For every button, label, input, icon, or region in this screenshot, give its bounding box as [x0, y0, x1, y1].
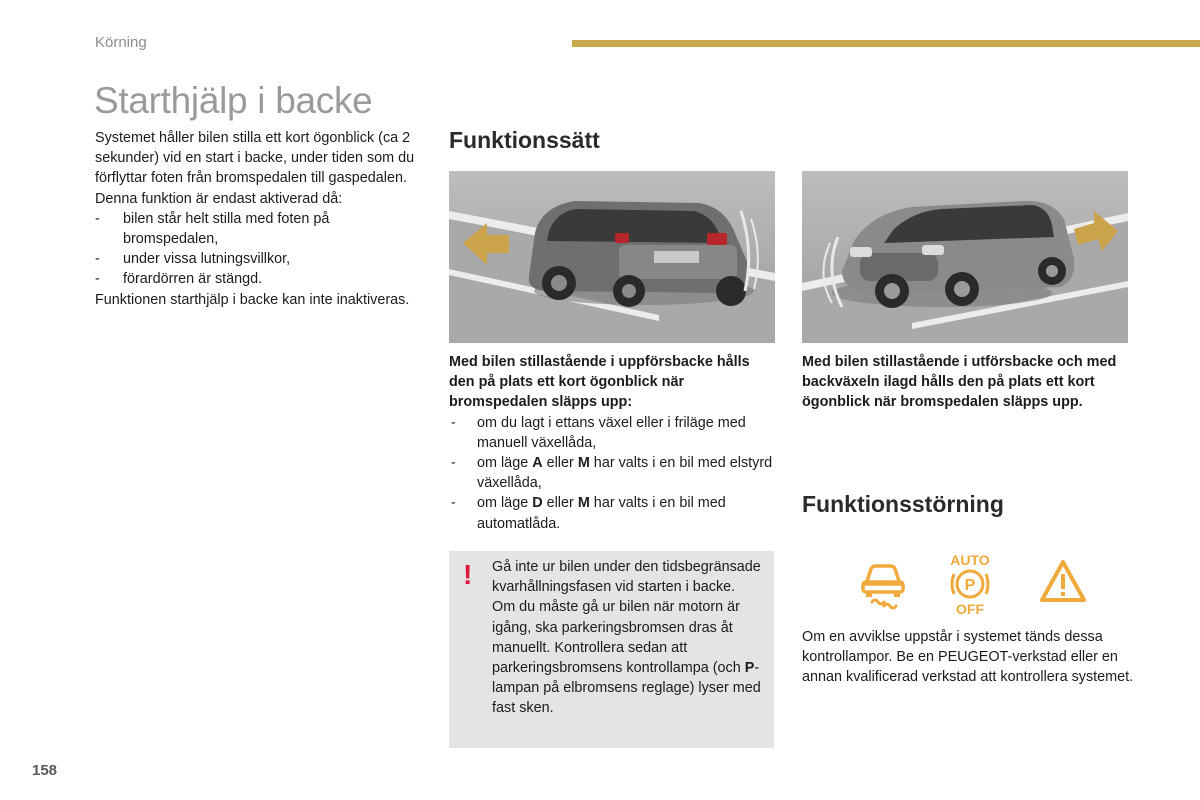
downhill-car-illustration: [802, 171, 1128, 343]
uphill-car-graphic: [449, 171, 775, 343]
gear-conditions-list: [449, 413, 779, 534]
p-label: P: [964, 577, 976, 594]
heading-funktionsstorning: Funktionsstörning: [802, 491, 1004, 517]
intro-paragraph-3: Funktionen starthjälp i backe kan inte inaktiveras.: [95, 291, 410, 308]
header-rule: [572, 40, 1200, 47]
item-text: eller: [542, 455, 578, 472]
auto-label: AUTO: [950, 552, 990, 568]
section-label: Körning: [95, 34, 147, 51]
list-item: [449, 493, 779, 533]
off-label: OFF: [956, 601, 984, 616]
warning-text: [492, 557, 767, 719]
downhill-lead: Med bilen stillastående i utförsbacke och med backväxeln ilagd hålls den på plats ett kort ögonblick när bromspedalen släpps upp.: [802, 354, 1117, 411]
item-text: har valts i en bil med elstyrd växellåda,: [477, 455, 773, 492]
uphill-lead: Med bilen stillastående i uppförsbacke hålls den på plats ett kort ögonblick när bromspedalen släpps upp:: [449, 354, 750, 411]
item-text: har valts i en bil med automatlåda.: [477, 495, 726, 532]
indicator-icons: [858, 552, 1098, 620]
warning-line-2: [492, 597, 767, 718]
downhill-car-graphic: [802, 171, 1128, 343]
conditions-list: [95, 209, 427, 290]
downhill-caption: [802, 352, 1137, 413]
gear-letter: D: [532, 495, 543, 512]
heading-funktionssatt: Funktionssätt: [449, 127, 600, 153]
warning-text-part: -lampan på elbromsens reglage) lyser med fast sken.: [492, 660, 761, 717]
auto-p-off-icon: [944, 552, 996, 616]
skid-control-icon: [858, 558, 908, 612]
list-item: - bilen står helt stilla med foten på bromspedalen,: [95, 209, 427, 249]
intro-text: [95, 128, 427, 310]
warning-line-1: Gå inte ur bilen under den tidsbegränsade kvarhållningsfasen vid starten i backe.: [492, 559, 761, 596]
gear-letter: A: [532, 455, 543, 472]
exclamation-icon: !: [463, 559, 473, 590]
warning-text-part: Om du måste gå ur bilen när motorn är igång, ska parkeringsbromsen dras åt manuellt. Kontrollera sedan att parkeringsbromsens kontrollampa (och: [492, 599, 745, 677]
item-text: om läge: [477, 455, 533, 472]
fault-text: Om en avviklse uppstår i systemet tänds dessa kontrollampor. Be en PEUGEOT-verkstad eller en annan kvalificerad verkstad att kontrollera systemet.: [802, 629, 1134, 686]
p-lamp-letter: P: [744, 660, 755, 677]
list-item: [449, 453, 779, 493]
list-item: - under vissa lutningsvillkor,: [95, 249, 427, 269]
intro-paragraph-2: Denna funktion är endast aktiverad då:: [95, 190, 343, 207]
page-number: 158: [32, 762, 58, 779]
intro-paragraph-1: Systemet håller bilen stilla ett kort ögonblick (ca 2 sekunder) vid en start i backe, under tiden som du förflyttar foten från bromspedalen till gaspedalen.: [95, 130, 415, 187]
warning-box: [449, 551, 774, 748]
page-title: Starthjälp i backe: [94, 80, 373, 121]
list-item: - förardörren är stängd.: [95, 269, 427, 289]
item-text: om läge: [477, 495, 533, 512]
uphill-caption: [449, 352, 779, 534]
gear-letter: M: [577, 455, 590, 472]
list-item: [449, 413, 779, 453]
warning-triangle-icon: [1038, 558, 1088, 606]
gear-letter: M: [577, 495, 590, 512]
item-text: om du lagt i ettans växel eller i friläge med manuell växellåda,: [477, 414, 746, 451]
item-text: eller: [542, 495, 578, 512]
uphill-car-illustration: [449, 171, 775, 343]
